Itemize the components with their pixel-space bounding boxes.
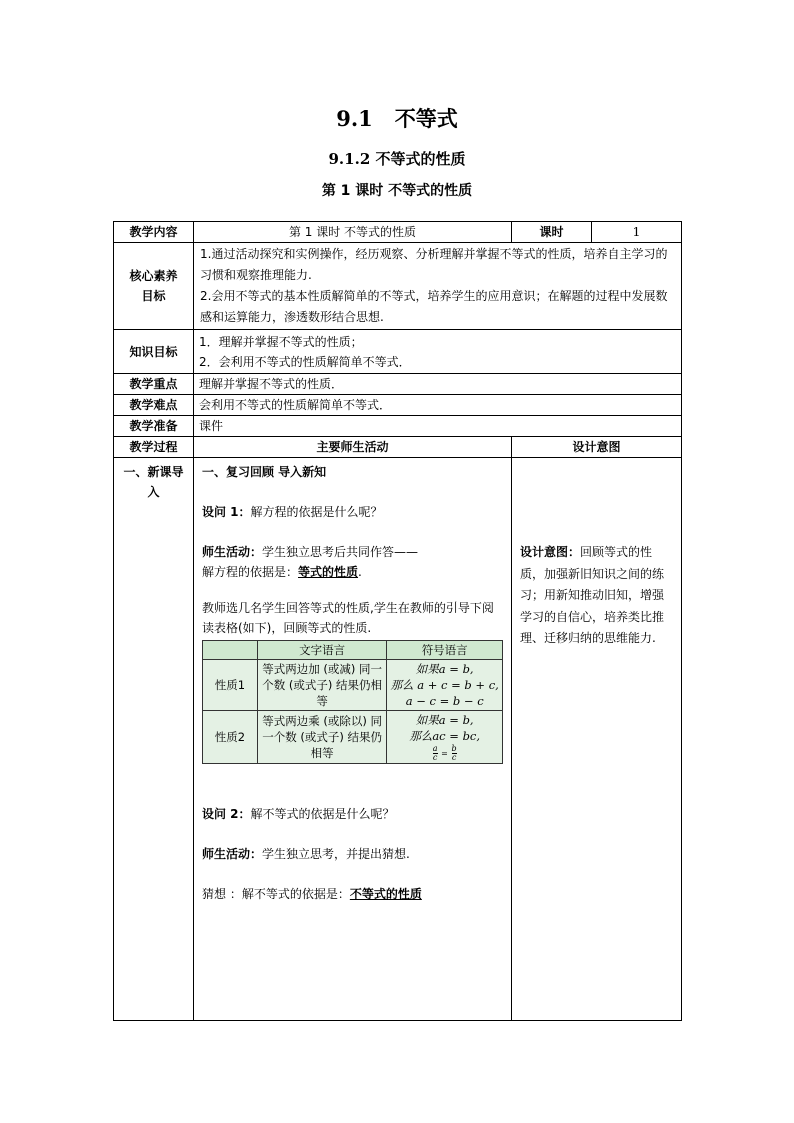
section-title: 9.1.2 不等式的性质 <box>328 150 466 168</box>
content-label: 教学内容 <box>114 222 194 243</box>
lesson-title: 第 1 课时 不等式的性质 <box>321 183 473 199</box>
activity-1-label: 师生活动： <box>202 545 263 559</box>
key-text: 理解并掌握不等式的性质． <box>194 374 682 395</box>
property-row-2 <box>203 711 503 764</box>
property-2-fraction: $\frac{a}{c}$ = $\frac{b}{c}$ <box>432 743 457 762</box>
difficulty-text: 会利用不等式的性质解简单不等式． <box>194 395 682 416</box>
answer-1-key: 等式的性质 <box>298 565 359 579</box>
property-1-text: 等式两边加 (或减) 同一个数 (或式子) 结果仍相等 <box>257 660 387 711</box>
property-row-1 <box>203 660 503 711</box>
answer-1-suffix: . <box>358 565 362 579</box>
properties-corner <box>203 641 258 660</box>
chapter-name: 不等式 <box>394 106 458 131</box>
row-content <box>114 222 682 243</box>
question-2-label: 设问 2： <box>202 807 251 821</box>
intent-body: 回顾等式的性质，加强新旧知识之间的练习；用新知推动旧知，增强学习的自信心，培养类比推理、迁移归纳的思维能力. <box>520 545 665 645</box>
property-1-sym-2: 那么 a + c = b + c, <box>390 678 499 692</box>
row-process-header <box>114 437 682 458</box>
guess <box>202 884 503 904</box>
process-label: 教学过程 <box>114 437 194 458</box>
property-1-sym-3: a − c = b − c <box>405 694 484 708</box>
core-label-line1: 核心素养 <box>129 269 178 283</box>
property-1-sym-1: 如果a = b, <box>415 662 474 676</box>
answer-1 <box>202 562 503 582</box>
difficulty-label: 教学难点 <box>114 395 194 416</box>
fraction-left-den: c <box>432 752 438 762</box>
key-label: 教学重点 <box>114 374 194 395</box>
fraction-right-den: c <box>451 752 457 762</box>
activity-cell <box>194 458 512 1021</box>
row-prep <box>114 416 682 437</box>
activity-header: 主要师生活动 <box>194 437 512 458</box>
property-2-symbol <box>387 711 503 764</box>
row-process <box>114 458 682 1021</box>
activity-2-label: 师生活动： <box>202 847 263 861</box>
chapter-title <box>0 103 794 133</box>
col-text-header: 文字语言 <box>257 641 387 660</box>
period-value: 1 <box>592 222 682 243</box>
row-key <box>114 374 682 395</box>
knowledge-text <box>194 330 682 374</box>
fraction-right <box>452 745 457 762</box>
core-text: 1.通过活动探究和实例操作，经历观察、分析理解并掌握不等式的性质，培养自主学习的习惯和观察推理能力. 2.会用不等式的基本性质解简单的不等式，培养学生的应用意识；在解题的过程中发展数感和运算能力，渗透数形结合思想. <box>194 243 682 330</box>
core-label <box>114 243 194 330</box>
answer-1-prefix: 解方程的依据是： <box>202 565 299 579</box>
guess-prefix: 解不等式的依据是： <box>241 887 350 901</box>
row-core <box>114 243 682 330</box>
question-1-label: 设问 1： <box>202 505 251 519</box>
activity-2 <box>202 844 503 864</box>
property-2-sym-2: 那么ac = bc, <box>409 729 481 743</box>
property-1-name: 性质1 <box>203 660 258 711</box>
content-value: 第 1 课时 不等式的性质 <box>194 222 512 243</box>
fraction-left-num: a <box>432 743 438 753</box>
prep-text: 课件 <box>194 416 682 437</box>
guess-label: 猜想 ： <box>202 887 242 901</box>
period-label: 课时 <box>512 222 592 243</box>
chapter-number: 9.1 <box>336 106 373 131</box>
knowledge-item-2: 2．会利用不等式的性质解简单不等式． <box>199 354 411 369</box>
intent-cell <box>512 458 682 1021</box>
knowledge-label: 知识目标 <box>114 330 194 374</box>
activity-1 <box>202 542 503 562</box>
question-1 <box>202 502 503 522</box>
row-difficulty <box>114 395 682 416</box>
activity-2-text: 学生独立思考，并提出猜想. <box>262 847 410 861</box>
guess-key: 不等式的性质 <box>349 887 422 901</box>
lesson-plan-table <box>113 221 682 1021</box>
property-2-sym-1: 如果a = b, <box>415 713 474 727</box>
property-2-text: 等式两边乘 (或除以) 同一个数 (或式子) 结果仍相等 <box>257 711 387 764</box>
core-label-line2: 目标 <box>141 289 166 303</box>
knowledge-item-1: 1．理解并掌握不等式的性质； <box>199 334 363 349</box>
col-symbol-header: 符号语言 <box>387 641 503 660</box>
section-heading: 一、复习回顾 导入新知 <box>202 465 327 479</box>
intent-label: 设计意图： <box>520 545 581 559</box>
fraction-right-num: b <box>451 743 457 753</box>
question-2-text: 解不等式的依据是什么呢？ <box>250 807 395 821</box>
equality-properties-table <box>202 640 503 764</box>
question-1-text: 解方程的依据是什么呢？ <box>250 505 383 519</box>
intent-header: 设计意图 <box>512 437 682 458</box>
property-1-symbol <box>387 660 503 711</box>
prep-label: 教学准备 <box>114 416 194 437</box>
row-knowledge <box>114 330 682 374</box>
fraction-left <box>433 745 438 762</box>
properties-header-row <box>203 641 503 660</box>
question-2 <box>202 804 503 824</box>
teacher-text: 教师选几名学生回答等式的性质,学生在教师的引导下阅读表格(如下)，回顾等式的性质. <box>202 601 494 635</box>
property-2-name: 性质2 <box>203 711 258 764</box>
intent-text <box>520 542 673 650</box>
activity-1-text: 学生独立思考后共同作答—— <box>262 545 419 559</box>
stage-label: 一、新课导入 <box>114 458 194 1021</box>
